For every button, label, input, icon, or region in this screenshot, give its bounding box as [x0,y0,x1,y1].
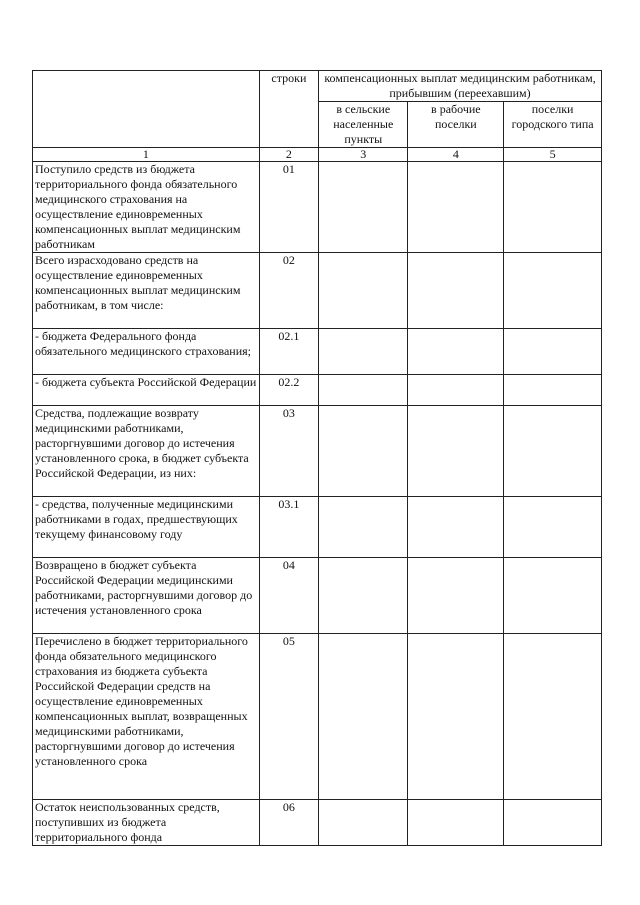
row-code: 02.2 [259,375,318,406]
row-label: Средства, подлежащие возврату медицинскими работниками, расторгнувшими договор до истечения установленного срока, в бюджет субъекта Российской Федерации, из них: [33,406,260,497]
value-cell[interactable] [319,800,408,846]
value-cell[interactable] [319,634,408,800]
table-row [33,162,602,253]
row-label: Поступило средств из бюджета территориального фонда обязательного медицинского страхования на осуществление единовременных компенсационных выплат медицинским работникам [33,162,260,253]
table-row [33,406,602,497]
value-cell[interactable] [408,375,504,406]
row-label: Перечислено в бюджет территориального фонда обязательного медицинского страхования из бюджета субъекта Российской Федерации средств на осуществление единовременных компенсационных выплат, возвращенных медицинскими работниками, расторгнувшими договор до истечения установленного срока [33,634,260,800]
table-row [33,800,602,846]
value-cell[interactable] [319,162,408,253]
header-name-cell [33,71,260,148]
col-number: 4 [408,148,504,162]
value-cell[interactable] [504,253,602,329]
value-cell[interactable] [504,497,602,558]
table-row [33,329,602,375]
header-group-title: компенсационных выплат медицинским работникам, прибывшим (переехавшим) [319,71,602,102]
value-cell[interactable] [504,162,602,253]
value-cell[interactable] [408,497,504,558]
row-label: - бюджета субъекта Российской Федерации [33,375,260,406]
col-number: 2 [259,148,318,162]
header-row-top [33,71,602,102]
value-cell[interactable] [408,329,504,375]
value-cell[interactable] [504,406,602,497]
row-label: Остаток неиспользованных средств, поступивших из бюджета территориального фонда [33,800,260,846]
value-cell[interactable] [408,800,504,846]
value-cell[interactable] [319,253,408,329]
value-cell[interactable] [504,800,602,846]
header-sub-col-5: поселки городского типа [504,102,602,148]
row-code: 03.1 [259,497,318,558]
row-code: 01 [259,162,318,253]
col-number: 3 [319,148,408,162]
value-cell[interactable] [319,558,408,634]
table-row [33,253,602,329]
row-code: 04 [259,558,318,634]
value-cell[interactable] [408,406,504,497]
col-number: 5 [504,148,602,162]
value-cell[interactable] [408,162,504,253]
column-number-row [33,148,602,162]
value-cell[interactable] [408,253,504,329]
header-sub-col-3: в сельские населенные пункты [319,102,408,148]
value-cell[interactable] [504,558,602,634]
value-cell[interactable] [504,634,602,800]
row-label: - средства, полученные медицинскими работниками в годах, предшествующих текущему финансовому году [33,497,260,558]
row-code: 03 [259,406,318,497]
value-cell[interactable] [319,329,408,375]
table-row [33,634,602,800]
value-cell[interactable] [408,558,504,634]
header-code-cell: строки [259,71,318,148]
row-code: 02 [259,253,318,329]
row-label: Возвращено в бюджет субъекта Российской Федерации медицинскими работниками, расторгнувшими договор до истечения установленного срока [33,558,260,634]
value-cell[interactable] [408,634,504,800]
header-sub-col-4: в рабочие поселки [408,102,504,148]
value-cell[interactable] [319,375,408,406]
row-label: - бюджета Федерального фонда обязательного медицинского страхования; [33,329,260,375]
report-table [32,70,602,846]
value-cell[interactable] [319,497,408,558]
value-cell[interactable] [504,375,602,406]
row-code: 05 [259,634,318,800]
row-label: Всего израсходовано средств на осуществление единовременных компенсационных выплат медицинским работникам, в том числе: [33,253,260,329]
row-code: 06 [259,800,318,846]
col-number: 1 [33,148,260,162]
table-row [33,558,602,634]
row-code: 02.1 [259,329,318,375]
table-row [33,375,602,406]
value-cell[interactable] [504,329,602,375]
table-row [33,497,602,558]
value-cell[interactable] [319,406,408,497]
